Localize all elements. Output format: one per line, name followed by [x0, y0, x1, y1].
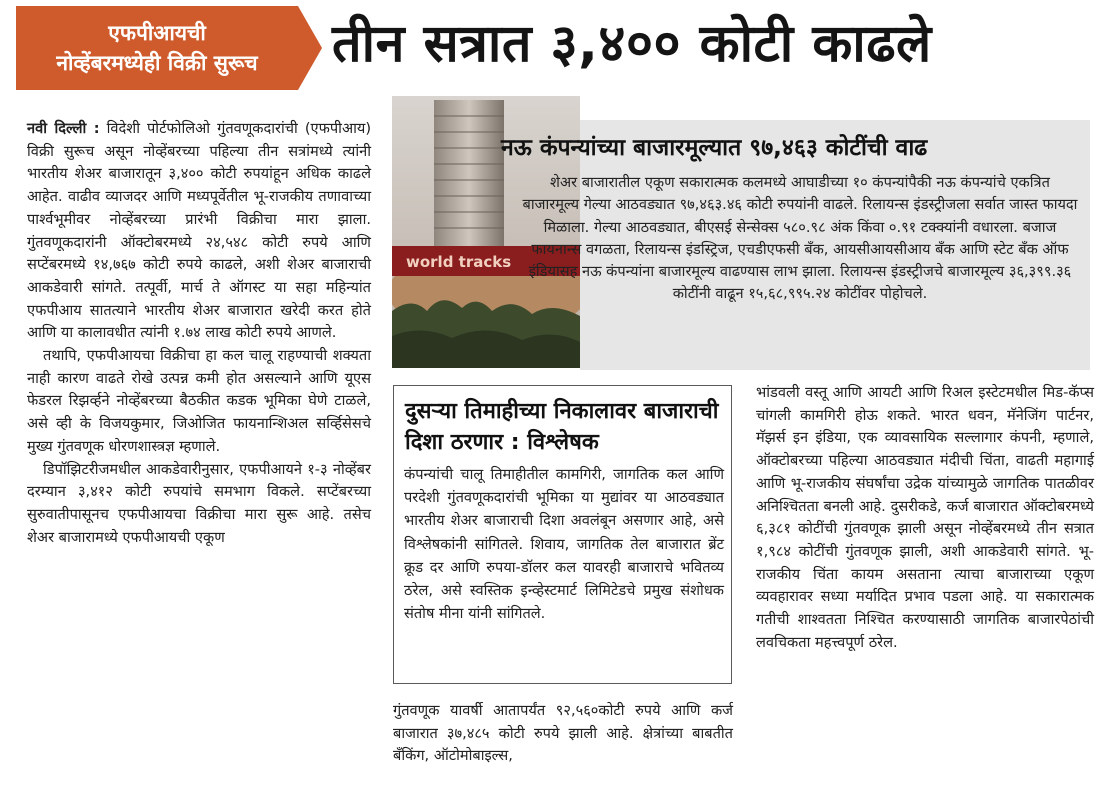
main-paragraph-1: विदेशी पोर्टफोलिओ गुंतवणूकदारांची (एफपीआय) विक्री सुरूच असून नोव्हेंबरच्या पहिल्या तीन सत्रांमध्ये त्यांनी भारतीय शेअर बाजारातून ३,४०० कोटी रुपयांहून अधिक काढले आहेत. वाढीव व्याजदर आणि मध्यपूर्वेतील भू-राजकीय तणावाच्या पार्श्वभूमीवर नोव्हेंबरच्या प्रारंभी विक्रीचा मारा झाला. गुंतवणूकदारांनी ऑक्टोबरमध्ये २४,५४८ कोटी रुपये आणि सप्टेंबरमध्ये १४,७६७ कोटी रुपये काढले, अशी शेअर बाजाराची आकडेवारी सांगते. तत्पूर्वी, मार्च ते ऑगस्ट या सहा महिन्यांत एफपीआय सातत्याने भारतीय शेअर बाजारात खरेदी करत होते आणि या कालावधीत त्यांनी १.७४ लाख कोटी रुपये आणले.	[27, 120, 372, 342]
side-story-body: शेअर बाजारातील एकूण सकारात्मक कलमध्ये आघाडीच्या १० कंपन्यांपैकी नऊ कंपन्यांचे एकत्रित बाजारमूल्य गेल्या आठवड्यात ९७,४६३.४६ कोटी रुपयांनी वाढले. रिलायन्स इंडस्ट्रीजला सर्वात जास्त फायदा मिळाला. गेल्या आठवड्यात, बीएसई सेन्सेक्स ५८०.९८ अंक किंवा ०.९१ टक्क्यांनी वधारला. बजाज फायनान्स वगळता, रिलायन्स इंडस्ट्रिज, एचडीएफसी बँक, आयसीआयसीआय बँक आणि स्टेट बँक ऑफ इंडियासह नऊ कंपन्यांना बाजारमूल्य वाढण्यास लाभ झाला. रिलायन्स इंडस्ट्रीजचे बाजारमूल्य ३६,३९९.३६ कोटींनी वाढून १५,६८,९९५.२४ कोटींवर पोहोचले.	[522, 174, 1078, 303]
main-paragraph-2: तथापि, एफपीआयचा विक्रीचा हा कल चालू राहण्याची शक्यता नाही कारण वाढते रोखे उत्पन्न कमी होत असल्याने आणि यूएस फेडरल रिझर्व्हने नोव्हेंबरच्या बैठकीत कडक भूमिका घेणे टाळले, असे व्ही के विजयकुमार, जिओजित फायनान्शिअल सर्व्हिसेसचे मुख्य गुंतवणूक धोरणशास्त्रज्ञ म्हणाले.	[27, 347, 371, 455]
main-article-column-2	[393, 700, 733, 768]
kicker-line-1: एफपीआयची	[108, 21, 206, 45]
main-paragraph-5: भांडवली वस्तू आणि आयटी आणि रिअल इस्टेटमधील मिड-कॅप्स चांगली कामगिरी होऊ शकते. भारत धवन, मॅनेजिंग पार्टनर, मॅझर्स इन इंडिया, एक व्यावसायिक सल्लागार कंपनी, म्हणाले, ऑक्टोबरच्या पहिल्या आठवड्यात मंदीची चिंता, वाढती महागाई आणि भू-राजकीय संघर्षांचा उद्रेक यांच्यामुळे जागतिक पातळीवर अनिश्चितता बनली आहे. दुसरीकडे, कर्ज बाजारात ऑक्टोबरमध्ये ६,३८१ कोटींची गुंतवणूक झाली असून नोव्हेंबरमध्ये तीन सत्रात १,९८४ कोटींची गुंतवणूक झाली, अशी आकडेवारी सांगते. भू-राजकीय चिंता कायम असताना त्याचा बाजाराच्या एकूण व्यवहारावर सध्या मर्यादित प्रभाव पडला आहे. या सकारात्मक गतीची शाश्वतता निश्चित करण्यासाठी जागतिक बाजारपेठांची लवचिकता महत्त्वपूर्ण ठरेल.	[756, 384, 1094, 651]
main-paragraph-4: गुंतवणूक यावर्षी आतापर्यंत ९२,५६०कोटी रुपये आणि कर्ज बाजारात ३७,४८५ कोटी रुपये झाली आहे. क्षेत्रांच्या बाबतीत बँकिंग, ऑटोमोबाइल्स,	[393, 702, 733, 765]
main-paragraph-3: डिपॉझिटरीजमधील आकडेवारीनुसार, एफपीआयने १-३ नोव्हेंबर दरम्यान ३,४१२ कोटी रुपयांचे समभाग विकले. सप्टेंबरच्या सुरुवातीपासूनच एफपीआयचा विक्रीचा मारा सुरू आहे. तसेच शेअर बाजारामध्ये एफपीआयची एकूण	[27, 460, 371, 546]
main-article-column-1	[27, 118, 371, 549]
main-article-column-3	[756, 382, 1094, 654]
sub-story-body: कंपन्यांची चालू तिमाहीतील कामगिरी, जागतिक कल आणि परदेशी गुंतवणूकदारांची भूमिका या मुद्यांवर या आठवड्यात भारतीय शेअर बाजाराची दिशा अवलंबून असणार आहे, असे विश्लेषकांनी सांगितले. शिवाय, जागतिक तेल बाजारात ब्रेंट क्रूड दर आणि रुपया-डॉलर कल यावरही बाजाराचे भवितव्य ठरेल, असे स्वस्तिक इन्व्हेस्टमार्ट लिमिटेडचे प्रमुख संशोधक संतोष मीना यांनी सांगितले.	[404, 466, 724, 623]
kicker-line-2: नोव्हेंबरमध्येही विक्री सुरूच	[56, 51, 258, 75]
section-kicker	[16, 6, 298, 90]
sub-story-title: दुसऱ्या तिमाहीच्या निकालावर बाजाराची दिशा ठरणार : विश्लेषक	[405, 399, 719, 455]
photo-banner-text: world tracks	[406, 253, 512, 271]
dateline: नवी दिल्ली :	[27, 120, 100, 137]
side-story-title: नऊ कंपन्यांच्या बाजारमूल्यात ९७,४६३ कोटींची वाढ	[501, 135, 928, 161]
page-headline: तीन सत्रात ३,४०० कोटी काढले	[332, 14, 932, 74]
